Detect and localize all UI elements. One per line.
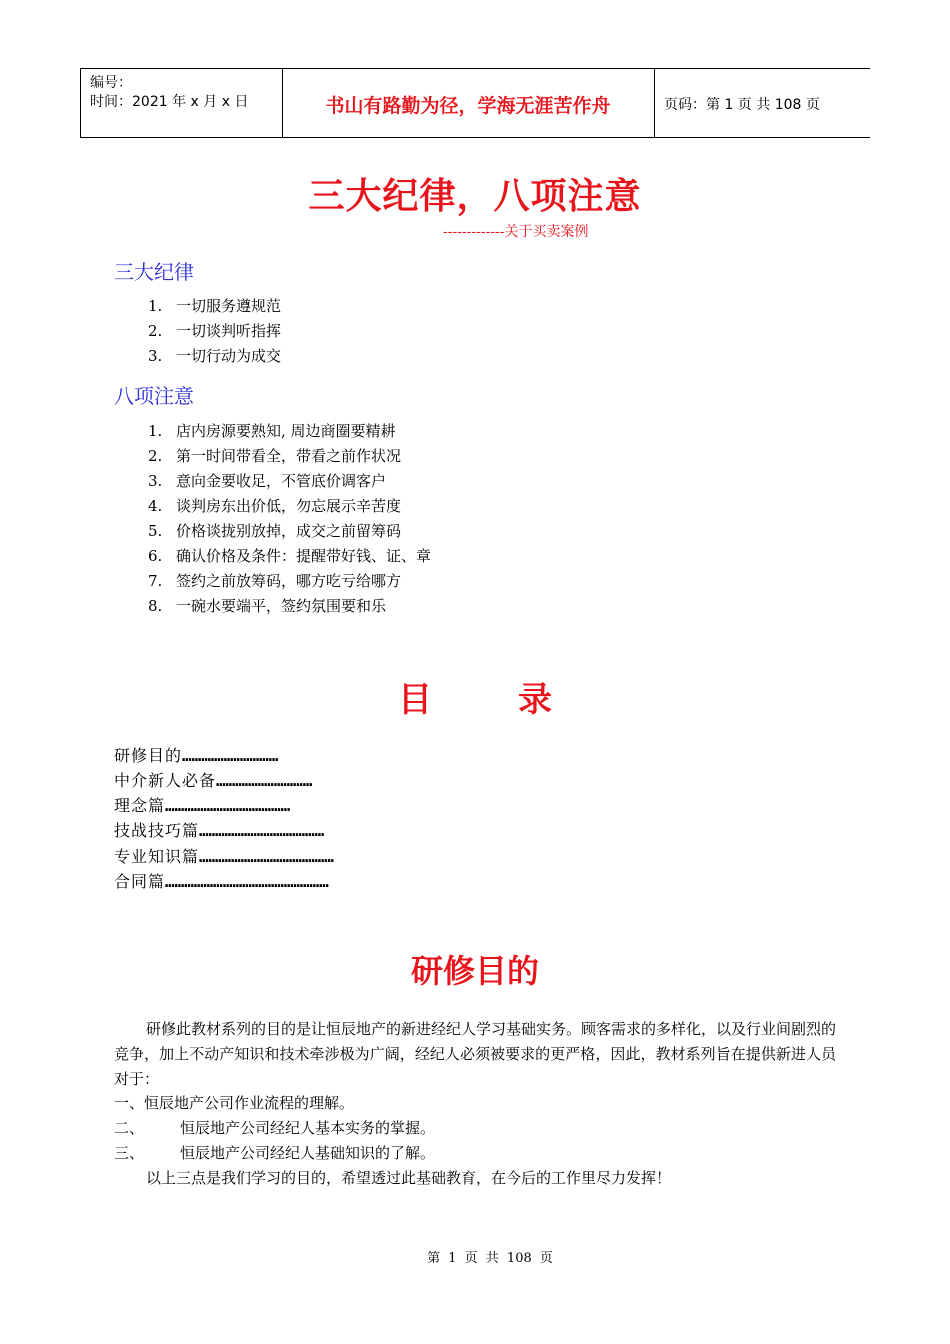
list-item	[148, 495, 401, 516]
list-item-text: 价格谈拢别放掉，成交之前留筹码	[176, 522, 402, 540]
document-title: 三大纪律，八项注意	[308, 176, 642, 217]
list-item-text: 第一时间带看全，带看之前作状况	[176, 447, 402, 465]
toc-entry-label: 中介新人必备	[114, 771, 217, 790]
list-item	[148, 545, 431, 566]
list-item	[148, 445, 401, 466]
list-item-number: 1.	[148, 422, 163, 440]
document-number-label: 编号：	[90, 75, 132, 91]
list-item	[148, 345, 281, 366]
toc-entry-dots: ……………………………………	[199, 847, 334, 866]
toc-entry-label: 专业知识篇	[114, 847, 200, 866]
toc-entry	[114, 743, 278, 766]
list-item-number: 8.	[148, 597, 163, 615]
list-item	[148, 595, 386, 616]
footer-page-number: 第 1 页 共 108 页	[427, 1251, 553, 1266]
toc-entry	[114, 768, 312, 791]
list-item-number: 4.	[148, 497, 163, 515]
toc-entry-label: 合同篇	[114, 872, 166, 891]
toc-entry	[114, 818, 324, 841]
list-item	[148, 570, 401, 591]
toc-entry-label: 技战技巧篇	[114, 821, 200, 840]
header-right-cell	[655, 69, 870, 137]
toc-entry-dots: …………………………………	[165, 796, 291, 815]
header-motto: 书山有路勤为径，学海无涯苦作舟	[325, 95, 611, 117]
toc-title-right: 录	[518, 680, 552, 720]
header-page-number: 页码：第 1 页 共 108 页	[664, 97, 820, 113]
goal-heading: 研修目的	[410, 952, 539, 990]
goal-paragraph: 研修此教材系列的目的是让恒辰地产的新进经纪人学习基础实务。顾客需求的多样化，以及行业间剧烈的竞争，加上不动产知识和技术牵涉极为广阔，经纪人必须被要求的更严格，因此，教材系列旨在提供新进人员对于：	[114, 1020, 837, 1088]
goal-point-text: 恒辰地产公司作业流程的理解。	[144, 1094, 355, 1112]
goal-point	[114, 1092, 354, 1113]
header-center-cell	[282, 69, 655, 137]
goal-closing: 以上三点是我们学习的目的，希望透过此基础教育，在今后的工作里尽力发挥！	[146, 1169, 672, 1187]
toc-entry-dots: …………………………	[182, 746, 279, 765]
document-date-label: 时间：2021 年 x 月 x 日	[90, 94, 249, 110]
header-left-cell	[80, 69, 283, 137]
list-item-number: 6.	[148, 547, 163, 565]
toc-title-left: 目	[398, 680, 432, 720]
list-item-text: 签约之前放筹码，哪方吃亏给哪方	[176, 572, 402, 590]
goal-point-text: 恒辰地产公司经纪人基本实务的掌握。	[180, 1119, 436, 1137]
list-item-number: 7.	[148, 572, 163, 590]
goal-point-text: 恒辰地产公司经纪人基础知识的了解。	[180, 1144, 436, 1162]
list-item-text: 一切服务遵规范	[176, 297, 282, 315]
list-item-text: 一切谈判听指挥	[176, 322, 282, 340]
toc-entry	[114, 869, 329, 892]
goal-point-number: 一、	[114, 1094, 145, 1112]
header-table	[80, 68, 870, 138]
list-item-number: 2.	[148, 447, 163, 465]
list-item-number: 5.	[148, 522, 163, 540]
list-item-text: 一碗水要端平，签约氛围要和乐	[176, 597, 387, 615]
list-item	[148, 520, 401, 541]
list-item-text: 一切行动为成交	[176, 347, 282, 365]
list-item-text: 店内房源要熟知, 周边商圈要精耕	[176, 422, 396, 440]
list-item	[148, 420, 396, 441]
list-item-number: 1.	[148, 297, 163, 315]
goal-point-number: 二、	[114, 1119, 145, 1137]
page-footer	[0, 1247, 950, 1266]
goal-point	[114, 1142, 435, 1163]
list-item-number: 2.	[148, 322, 163, 340]
toc-entry-dots: ……………………………………………	[165, 872, 329, 891]
list-item	[148, 320, 281, 341]
toc-entry-dots: …………………………………	[199, 821, 325, 840]
section-heading-eight-points: 八项注意	[114, 384, 194, 408]
list-item-text: 谈判房东出价低，勿忘展示辛苦度	[176, 497, 402, 515]
goal-point-number: 三、	[114, 1144, 145, 1162]
toc-entry-dots: …………………………	[216, 771, 313, 790]
list-item	[148, 295, 281, 316]
list-item-number: 3.	[148, 472, 163, 490]
list-item-text: 意向金要收足，不管底价调客户	[176, 472, 387, 490]
list-item-number: 3.	[148, 347, 163, 365]
document-subtitle: -------------关于买卖案例	[443, 224, 589, 240]
toc-entry-label: 理念篇	[114, 796, 166, 815]
toc-entry-label: 研修目的	[114, 746, 183, 765]
toc-title	[0, 672, 950, 721]
list-item	[148, 470, 386, 491]
toc-entry	[114, 793, 290, 816]
section-heading-three-disciplines: 三大纪律	[114, 260, 194, 284]
toc-entry	[114, 844, 334, 867]
list-item-text: 确认价格及条件：提醒带好钱、证、章	[176, 547, 432, 565]
goal-point	[114, 1117, 435, 1138]
